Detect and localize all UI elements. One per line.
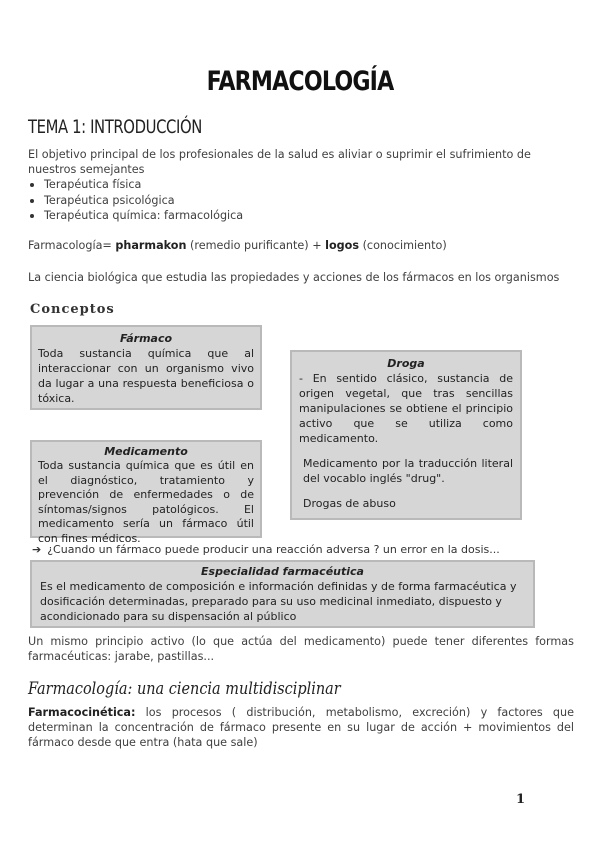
droga-box-text [299,371,513,511]
farmaco-box-text: Toda sustancia química que al interaccionar con un organismo vivo da lugar a una respuesta beneficiosa o tóxica. [38,347,254,405]
farmaco-box-title: Fármaco [119,332,173,345]
etymology-line [28,238,447,253]
especialidad-box-title: Especialidad farmacéutica [201,565,364,578]
droga-paragraph-3: Drogas de abuso [303,497,396,510]
concepts-heading: Conceptos [30,302,115,317]
page-number: 1 [516,792,526,807]
etymology-term-pharmakon: pharmakon [115,239,187,252]
droga-box [290,350,522,520]
principio-activo-note: Un mismo principio activo (lo que actúa del medicamento) puede tener diferentes formas farmacéuticas: jarabe, pastillas... [28,635,574,663]
medicamento-box-text: Toda sustancia química que es útil en el diagnóstico, tratamiento y prevención de enfermedades o de síntomas/signos patológicos. El medicamento sería un fármaco útil con fines médicos. [38,459,254,545]
especialidad-box-text: Es el medicamento de composición e información definidas y de forma farmacéutica y dosificación determinadas, preparado para su uso medicinal inmediato, dispuesto y acondicionado para su dispensación al público [40,580,517,623]
farmaco-box [30,325,262,410]
medicamento-box-title: Medicamento [104,445,188,458]
droga-paragraph-1: - En sentido clásico, sustancia de origen vegetal, que tras sencillas manipulaciones se obtiene el principio activo que se utiliza como medicamento. [299,372,513,445]
medicamento-box [30,440,262,545]
definition-paragraph: La ciencia biológica que estudia las propiedades y acciones de los fármacos en los organismos [28,271,560,284]
intro-paragraph: El objetivo principal de los profesionales de la salud es aliviar o suprimir el sufrimiento de nuestros semejantes [28,148,531,176]
etymology-term-logos: logos [325,239,360,252]
therapy-list [28,177,243,224]
question-line [32,543,500,556]
droga-paragraph-2: Medicamento por la traducción literal del vocablo inglés "drug". [303,457,513,485]
etymology-meaning-1: (remedio purificante) + [186,239,326,252]
list-item: Terapéutica química: farmacológica [28,208,243,224]
section-heading-tema1: TEMA 1: INTRODUCCIÓN [28,116,202,138]
page-title: FARMACOLOGÍA [206,66,394,97]
arrow-right-icon: ➔ [32,543,42,556]
especialidad-box [30,560,535,628]
etymology-prefix: Farmacología= [28,239,116,252]
farmacocinetica-term: Farmacocinética: [28,706,136,719]
farmacocinetica-text: los procesos ( distribución, metabolismo, excreción) y factores que determinan la concentración de fármaco presente en su lugar de acción + movimientos del fármaco desde que entra (hata que sale) [28,706,574,749]
list-item: Terapéutica psicológica [28,193,243,209]
question-text: ¿Cuando un fármaco puede producir una reacción adversa ? un error en la dosis... [47,543,500,556]
section-heading-multidisciplinar: Farmacología: una ciencia multidisciplinar [28,679,341,699]
farmacocinetica-paragraph [28,705,574,750]
etymology-meaning-2: (conocimiento) [359,239,447,252]
droga-box-title: Droga [387,357,425,370]
list-item: Terapéutica física [28,177,243,193]
